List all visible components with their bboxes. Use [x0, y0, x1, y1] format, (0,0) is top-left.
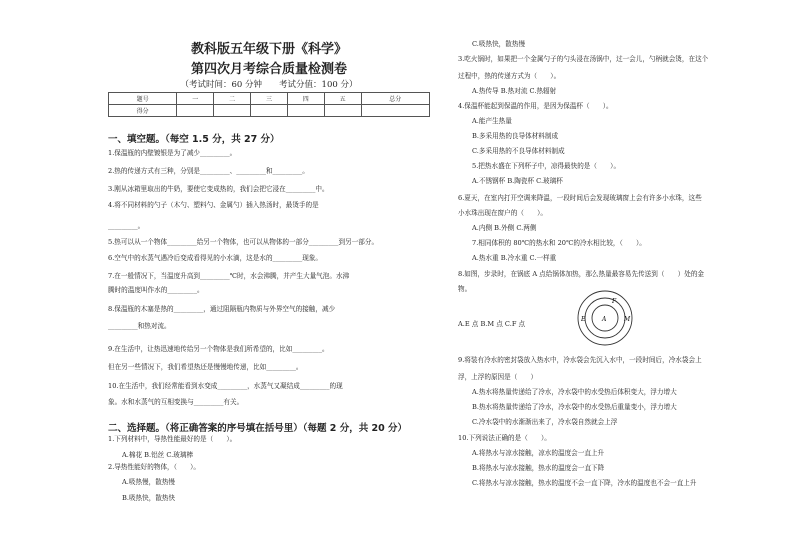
page-subtitle: 第四次月考综合质量检测卷: [190, 62, 347, 77]
question-line: 8.如图，步录时，在锅底 A 点给锅体加热，那么热量最容易先传送到（ ）处的金: [458, 270, 705, 278]
question-line: _________。: [108, 222, 145, 230]
question-line: B.将热水与凉水接触，热水的温度会一直下降: [472, 464, 605, 472]
question-line: B.多采用热的良导体材料制成: [472, 132, 559, 140]
question-line: 5.把热水盛在下列杯子中，凉得最快的是（ ）。: [472, 162, 621, 170]
question-line: 10.在生活中，我们经常能看到水变成_________，水蒸气又凝结成_________的现: [108, 382, 343, 390]
score-cell: 三: [251, 93, 288, 105]
question-line: _________和热对流。: [108, 322, 171, 330]
question-line: 4.保温杯能起到保温的作用，是因为保温杯（ ）。: [458, 102, 613, 110]
question-line: A.热传导 B.热对流 C.热辐射: [472, 87, 557, 95]
pot-heating-diagram: [575, 288, 635, 348]
question-line: B.热水将热量传递给了冷水，冷水袋中的水受热后重量变小，浮力增大: [472, 403, 677, 411]
question-line: 1.保温瓶的内壁镀银是为了减少_________。: [108, 149, 237, 157]
question-line: A.吸热慢，散热慢: [122, 478, 176, 486]
question-line: B.吸热快，散热快: [122, 494, 176, 502]
section-heading: 二、选择题。（将正确答案的序号填在括号里）（每题 2 分，共 20 分）: [108, 423, 408, 434]
score-cell: 一: [177, 93, 214, 105]
score-table-header-row: [109, 93, 430, 105]
score-cell[interactable]: [287, 105, 324, 117]
score-table: [108, 92, 430, 117]
question-line: 6.夏天，在室内打开空调来降温，一段时间后会发现玻璃窗上会有许多小水珠，这些: [458, 194, 702, 202]
score-cell[interactable]: [324, 105, 361, 117]
score-cell[interactable]: [361, 105, 429, 117]
question-line: 9.在生活中，让热迅速地传给另一个物体是我们所希望的，比如_________。: [108, 345, 329, 353]
question-line: 8.保温瓶的木塞是热的_________，通过阻隔瓶内物质与外界空气的接触，减少: [108, 305, 336, 313]
question-line: C.冷水袋中的水渐渐出来了，冷水袋自然就会上浮: [472, 418, 618, 426]
question-line: 2.热的传递方式有三种，分别是_________、_________和_________。: [108, 167, 309, 175]
question-line: 1.下列材料中，导热性能最好的是（ ）。: [108, 435, 237, 443]
question-line: 10.下列说法正确的是（ ）。: [458, 434, 551, 442]
diagram-label-a: A: [602, 316, 607, 323]
score-cell[interactable]: [177, 105, 214, 117]
question-line: C.将热水与凉水接触，热水的温度不会一直下降，冷水的温度也不会一直上升: [472, 479, 697, 487]
page-title: 教科版五年级下册《科学》: [190, 42, 347, 57]
question-line: 物。: [458, 285, 472, 293]
score-cell[interactable]: [251, 105, 288, 117]
question-line: 浮，上浮的原因是（ ）: [458, 373, 538, 381]
question-line: A.热水重 B.冷水重 C.一样重: [472, 254, 557, 262]
score-cell: 二: [214, 93, 251, 105]
question-line: 9.将装有冷水的密封袋放入热水中，冷水袋会先沉入水中，一段时间后，冷水袋会上: [458, 356, 702, 364]
question-line: 但在另一些情况下，我们希望热还是慢慢地传递，比如_________。: [108, 363, 303, 371]
score-cell: 得分: [109, 105, 177, 117]
diagram-label-m: M: [624, 316, 631, 323]
question-line: 小水珠出现在窗户的（ ）。: [458, 209, 548, 217]
question-line: C.多采用热的不良导体材料制成: [472, 147, 565, 155]
score-cell[interactable]: [214, 105, 251, 117]
question-line: A.热水将热量传递给了冷水，冷水袋中的水受热后体积变大，浮力增大: [472, 388, 677, 396]
diagram-label-f: F: [612, 298, 617, 305]
exam-info: （考试时间：60 分钟 考试分值：100 分）: [180, 80, 358, 90]
question-line: 4.将不同材料的勺子（木勺、塑料勺、金属勺）插入热汤时，最烫手的是: [108, 201, 319, 209]
diagram-label-e: E: [581, 316, 586, 323]
question-line: C.吸热快，散热慢: [472, 40, 526, 48]
score-cell: 四: [287, 93, 324, 105]
score-table-score-row: [109, 105, 430, 117]
question-line: A.将热水与凉水接触，凉水的温度会一直上升: [472, 449, 605, 457]
score-cell: 五: [324, 93, 361, 105]
section-heading: 一、填空题。（每空 1.5 分，共 27 分）: [108, 134, 280, 145]
question-line: 腾时的温度叫作水的_________。: [108, 286, 204, 294]
question-line: 7.相同体积的 80℃的热水和 20℃的冷水相比较，（ ）。: [472, 239, 646, 247]
question-line: 3.吃火锅时，如果把一个金属勺子的勺头浸在汤锅中，过一会儿，勺柄就会烫，在这个: [458, 55, 709, 63]
question-line: 3.刚从冰箱里取出的牛奶，要使它变成热的，我们会把它浸在_________中。: [108, 185, 329, 193]
question-line: A.棉花 B.铝丝 C.玻璃棒: [122, 451, 194, 459]
score-cell: 总分: [361, 93, 429, 105]
question-line: 7.在一般情况下，当温度升高到_________℃时，水会沸腾，并产生大量气泡。水沸: [108, 272, 350, 280]
question-line: 6.空气中的水蒸气遇冷后变成看得见的小水滴，这是水的_________现象。: [108, 254, 322, 262]
question-line: A.能产生热量: [472, 117, 512, 125]
score-cell: 题号: [109, 93, 177, 105]
question-line: A.内侧 B.外侧 C.两侧: [472, 224, 537, 232]
question-line: 过程中，热的传递方式为（ ）。: [458, 72, 561, 80]
question-line: 2.导热性能好的物体，（ ）。: [108, 463, 201, 471]
question-line: A.E 点 B.M 点 C.F 点: [458, 320, 526, 328]
question-line: 象。水和水蒸气的互相变换与_________有关。: [108, 398, 244, 406]
question-line: A.不锈钢杯 B.陶瓷杯 C.玻璃杯: [472, 177, 563, 185]
question-line: 5.热可以从一个物体_________给另一个物体，也可以从物体的一部分_________到另一部分。: [108, 238, 379, 246]
